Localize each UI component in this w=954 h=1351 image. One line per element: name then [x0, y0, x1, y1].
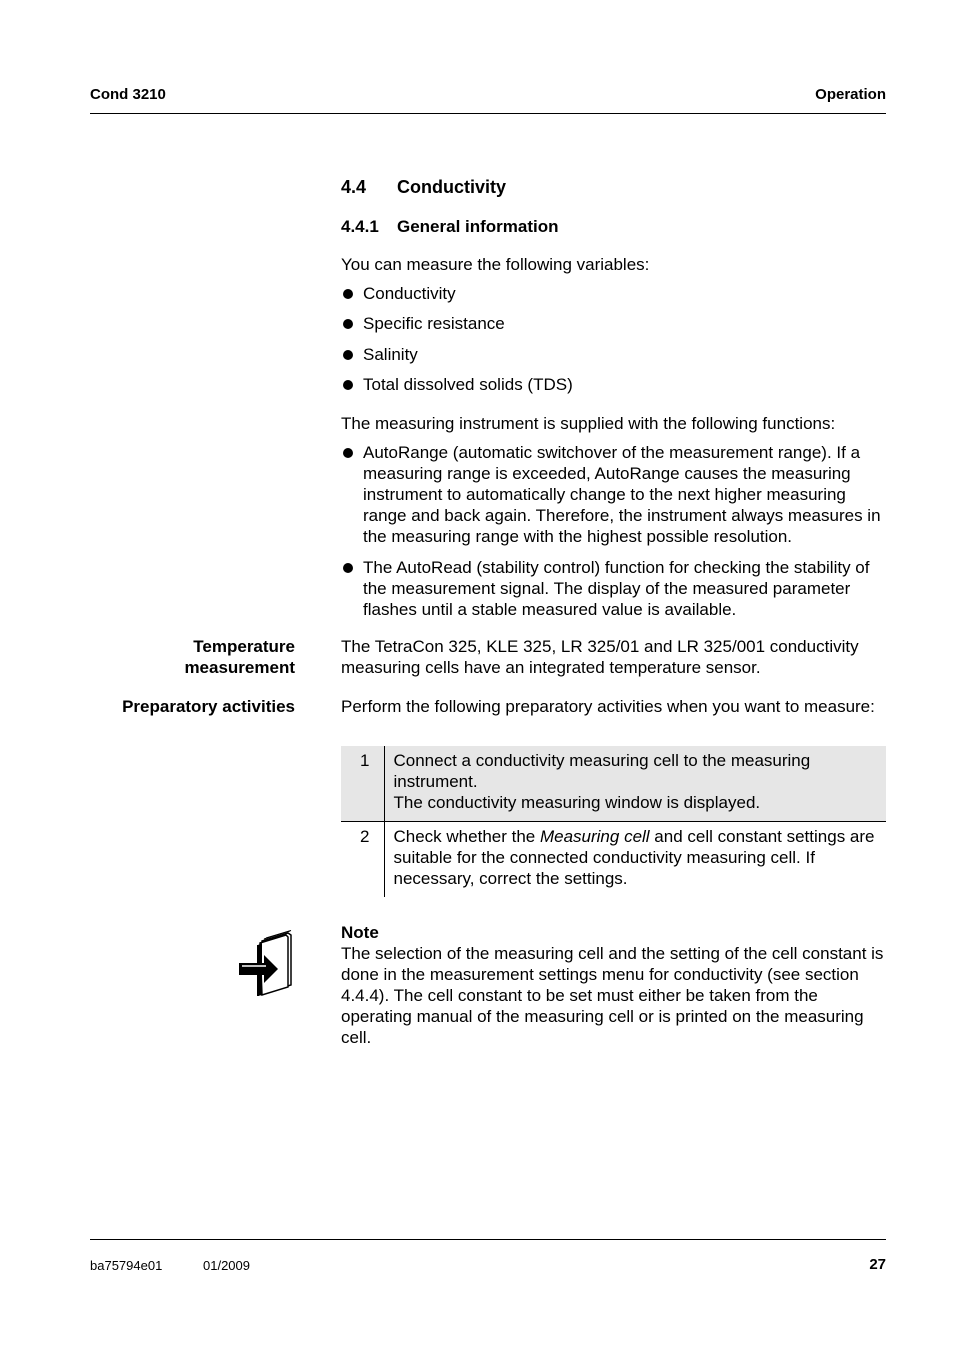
bullet-icon	[343, 380, 353, 390]
header-product: Cond 3210	[90, 86, 166, 103]
table-row	[341, 746, 886, 822]
list-item: Conductivity	[341, 283, 889, 304]
step-number: 2	[341, 822, 384, 898]
list-item: Specific resistance	[341, 313, 889, 334]
subsection-number: 4.4.1	[341, 217, 379, 236]
footer-rule	[90, 1239, 886, 1240]
section-number: 4.4	[341, 177, 367, 197]
footer-date: 01/2009	[203, 1258, 250, 1273]
manual-reference-icon	[238, 929, 298, 997]
step-number: 1	[341, 746, 384, 822]
header-rule	[90, 113, 886, 114]
page-number: 27	[869, 1256, 886, 1273]
bullet-icon	[343, 563, 353, 573]
step-text: Check whether the Measuring cell and cell constant settings are suitable for the connected conductivity measuring cell. If necessary, correct the settings.	[384, 822, 886, 898]
steps-table	[341, 746, 886, 897]
subsection-title: General information	[397, 217, 559, 236]
preparatory-text: Perform the following preparatory activities when you want to measure:	[341, 697, 875, 716]
variables-intro: You can measure the following variables:	[341, 255, 650, 274]
step-text: Connect a conductivity measuring cell to the measuring instrument. The conductivity measuring window is displayed.	[384, 746, 886, 822]
section-title: Conductivity	[397, 177, 507, 197]
list-item: Total dissolved solids (TDS)	[341, 374, 889, 395]
table-row	[341, 822, 886, 898]
temperature-label: Temperature measurement	[184, 637, 295, 677]
header-chapter: Operation	[815, 86, 886, 103]
footer-doc-id: ba75794e01	[90, 1258, 163, 1273]
functions-intro: The measuring instrument is supplied with the following functions:	[341, 414, 836, 433]
note-text: The selection of the measuring cell and the setting of the cell constant is done in the measurement settings menu for conductivity (see section 4.4.4). The cell constant to be set must either be taken from the operating manual of the measuring cell or is printed on the measuring cell.	[341, 944, 884, 1047]
list-item: AutoRange (automatic switchover of the measurement range). If a measuring range is exceeded, AutoRange causes the measuring instrument to automatically change to the next higher measuring range and back again. Therefore, the instrument always measures in the measuring range with the highest possible resolution.	[341, 442, 889, 547]
temperature-text: The TetraCon 325, KLE 325, LR 325/01 and LR 325/001 conductivity measuring cells have an integrated temperature sensor.	[341, 637, 859, 677]
preparatory-label: Preparatory activities	[122, 697, 295, 716]
bullet-icon	[343, 350, 353, 360]
list-item: Salinity	[341, 344, 889, 365]
note-title: Note	[341, 923, 379, 942]
list-item: The AutoRead (stability control) function for checking the stability of the measurement signal. The display of the measured parameter flashes until a stable measured value is available.	[341, 557, 889, 620]
functions-list	[341, 442, 889, 620]
bullet-icon	[343, 448, 353, 458]
bullet-icon	[343, 289, 353, 299]
bullet-icon	[343, 319, 353, 329]
variables-list	[341, 283, 889, 395]
